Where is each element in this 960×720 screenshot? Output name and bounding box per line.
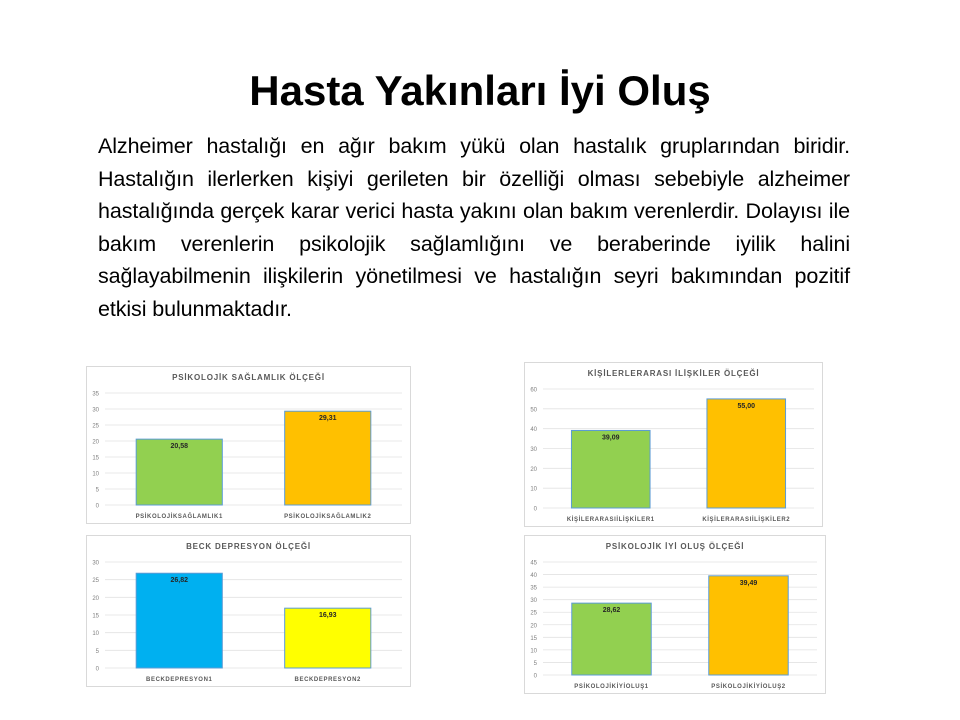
y-tick-label: 0 [95,503,99,510]
y-tick-label: 40 [530,427,537,434]
chart-svg [87,367,410,523]
chart-svg [87,536,410,686]
data-label: 39,09 [601,434,620,442]
y-tick-label: 35 [92,391,99,398]
y-tick-label: 20 [530,623,537,630]
y-tick-label: 40 [530,573,537,580]
chart-title: KİŞİLERLERARASI İLİŞKİLER ÖLÇEĞİ [587,369,760,378]
category-label: KİŞİLERARASIİLİŞKİLER2 [702,517,791,523]
chart-svg [525,363,822,526]
y-tick-label: 20 [530,466,537,473]
y-tick-label: 5 [95,648,99,655]
y-tick-label: 25 [92,423,99,430]
data-label: 16,93 [318,612,337,620]
chart-title: PSİKOLOJİK İYİ OLUŞ ÖLÇEĞİ [605,542,745,551]
y-tick-label: 10 [530,486,537,493]
body-paragraph: Alzheimer hastalığı en ağır bakım yükü olan hastalık gruplarından biridir. Hastalığın ilerlerken kişiyi gerileten bir özelliği olması sebebiyle alzheimer hastalığında gerçek karar verici hasta yakını olan bakım verenlerdir. Dolayısı ile bakım verenlerin psikolojik sağlamlığını ve beraberinde iyilik halini sağlayabilmenin ilişkilerin yönetilmesi ve hastalığın seyri bakımından pozitif etkisi bulunmaktadır. [98,134,850,321]
y-tick-label: 10 [92,631,99,638]
y-tick-label: 30 [92,407,99,414]
y-tick-label: 25 [92,578,99,585]
category-label: BECKDEPRESYON1 [146,677,213,683]
y-tick-label: 10 [92,471,99,478]
y-tick-label: 45 [530,560,537,567]
y-tick-label: 20 [92,595,99,602]
bar [136,573,222,668]
chart-kisilerarasi-iliskiler [524,362,823,527]
y-tick-label: 15 [92,613,99,620]
bar [709,576,788,675]
data-label: 55,00 [737,402,756,410]
category-label: BECKDEPRESYON2 [294,677,361,683]
category-label: PSİKOLOJİKSAĞLAMLIK2 [284,514,372,520]
data-label: 39,49 [739,579,758,587]
y-tick-label: 25 [530,610,537,617]
data-label: 28,62 [602,607,621,615]
y-tick-label: 30 [530,447,537,453]
y-tick-label: 30 [530,598,537,605]
y-tick-label: 5 [533,660,537,667]
y-tick-label: 0 [533,506,537,513]
bar [707,399,786,508]
chart-title: BECK DEPRESYON ÖLÇEĞİ [186,542,311,551]
bar [571,430,650,508]
data-label: 29,31 [318,415,337,423]
y-tick-label: 15 [530,635,537,642]
category-label: KİŞİLERARASIİLİŞKİLER1 [566,517,655,523]
chart-title: PSİKOLOJİK SAĞLAMLIK ÖLÇEĞİ [172,373,325,382]
y-tick-label: 15 [92,455,99,462]
y-tick-label: 0 [533,673,537,680]
category-label: PSİKOLOJİKİYİOLUŞ2 [711,684,786,690]
chart-psikolojik-iyi-olus [524,535,826,694]
y-tick-label: 0 [95,666,99,673]
y-tick-label: 35 [530,585,537,592]
y-tick-label: 60 [530,387,537,394]
y-tick-label: 50 [530,407,537,414]
y-tick-label: 10 [530,648,537,655]
data-label: 26,82 [170,577,189,585]
chart-beck-depresyon [86,535,411,687]
y-tick-label: 30 [92,560,99,567]
category-label: PSİKOLOJİKİYİOLUŞ1 [574,684,649,690]
chart-svg [525,536,825,693]
y-tick-label: 20 [92,439,99,446]
chart-psikolojik-saglamlik [86,366,411,524]
category-label: PSİKOLOJİKSAĞLAMLIK1 [135,514,223,520]
bar [285,411,371,505]
slide-title: Hasta Yakınları İyi Oluş [249,67,711,114]
y-tick-label: 5 [95,487,99,494]
data-label: 20,58 [170,443,189,451]
